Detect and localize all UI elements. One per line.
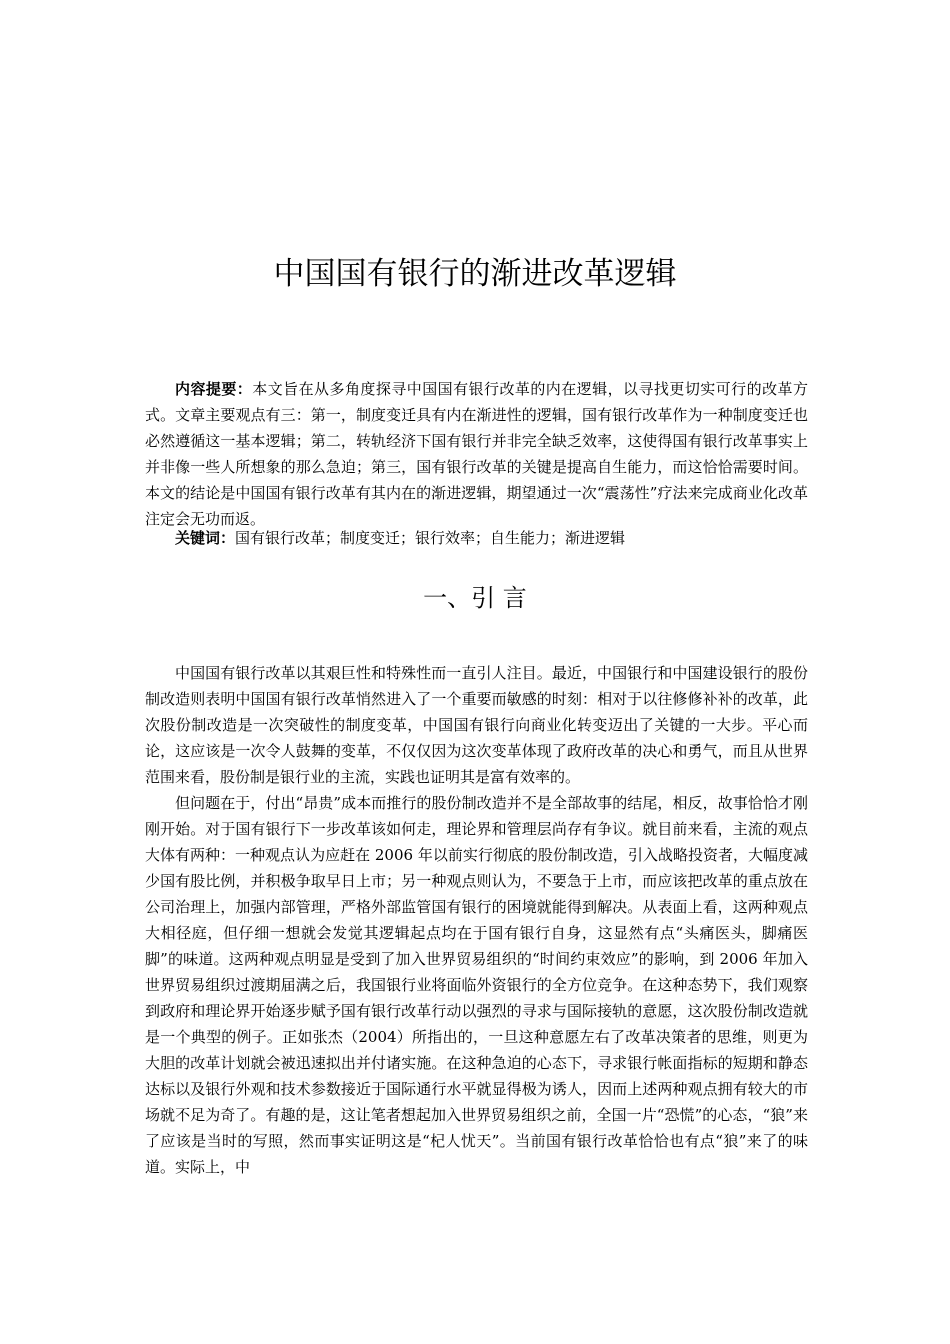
abstract-label: 内容提要： (175, 380, 253, 398)
keywords-label: 关键词： (175, 529, 236, 547)
section-body (145, 660, 808, 1180)
abstract-paragraph (145, 376, 808, 532)
paper-title: 中国国有银行的渐进改革逻辑 (273, 256, 677, 292)
body-paragraph: 但问题在于，付出“昂贵”成本而推行的股份制改造并不是全部故事的结尾，相反，故事恰恰才刚刚开始。对于国有银行下一步改革该如何走，理论界和管理层尚存有争议。就目前来看，主流的观点大体有两种：一种观点认为应赶在 2006 年以前实行彻底的股份制改造，引入战略投资者，大幅度减少国有股比例，并积极争取早日上市；另一种观点则认为，不要急于上市，而应该把改革的重点放在公司治理上，加强内部管理，严格外部监管国有银行的困境就能得到解决。从表面上看，这两种观点大相径庭，但仔细一想就会发觉其逻辑起点均在于国有银行自身，这显然有点“头痛医头，脚痛医脚”的味道。这两种观点明显是受到了加入世界贸易组织的“时间约束效应”的影响，到 2006 年加入世界贸易组织过渡期届满之后，我国银行业将面临外资银行的全方位竞争。在这种态势下，我们观察到政府和理论界开始逐步赋予国有银行改革行动以强烈的寻求与国际接轨的意愿，这次股份制改造就是一个典型的例子。正如张杰（2004）所指出的，一旦这种意愿左右了改革决策者的思维，则更为大胆的改革计划就会被迅速拟出并付诸实施。在这种急迫的心态下，寻求银行帐面指标的短期和静态达标以及银行外观和技术参数接近于国际通行水平就显得极为诱人，因而上述两种观点拥有较大的市场就不足为奇了。有趣的是，这让笔者想起加入世界贸易组织之前，全国一片“恐慌”的心态，“狼”来了应该是当时的写照，然而事实证明这是“杞人忧天”。当前国有银行改革恰恰也有点“狼”来了的味道。实际上，中 (145, 794, 808, 1176)
abstract-text: 本文旨在从多角度探寻中国国有银行改革的内在逻辑，以寻找更切实可行的改革方式。文章主要观点有三：第一，制度变迁具有内在渐进性的逻辑，国有银行改革作为一种制度变迁也必然遵循这一基本逻辑；第二，转轨经济下国有银行并非完全缺乏效率，这使得国有银行改革事实上并非像一些人所想象的那么急迫；第三，国有银行改革的关键是提高自生能力，而这恰恰需要时间。本文的结论是中国国有银行改革有其内在的渐进逻辑，期望通过一次“震荡性”疗法来完成商业化改革注定会无功而返。 (145, 380, 808, 528)
section-heading-introduction: 一、引 言 (423, 584, 527, 612)
abstract (145, 376, 808, 532)
keywords-text: 国有银行改革；制度变迁；银行效率；自生能力；渐进逻辑 (235, 529, 626, 547)
body-paragraph: 中国国有银行改革以其艰巨性和特殊性而一直引人注目。最近，中国银行和中国建设银行的股份制改造则表明中国国有银行改革悄然进入了一个重要而敏感的时刻：相对于以往修修补补的改革，此次股份制改造是一次突破性的制度变革，中国国有银行向商业化转变迈出了关键的一大步。平心而论，这应该是一次令人鼓舞的变革，不仅仅因为这次变革体现了政府改革的决心和勇气，而且从世界范围来看，股份制是银行业的主流，实践也证明其是富有效率的。 (145, 664, 808, 786)
keywords (145, 526, 808, 550)
